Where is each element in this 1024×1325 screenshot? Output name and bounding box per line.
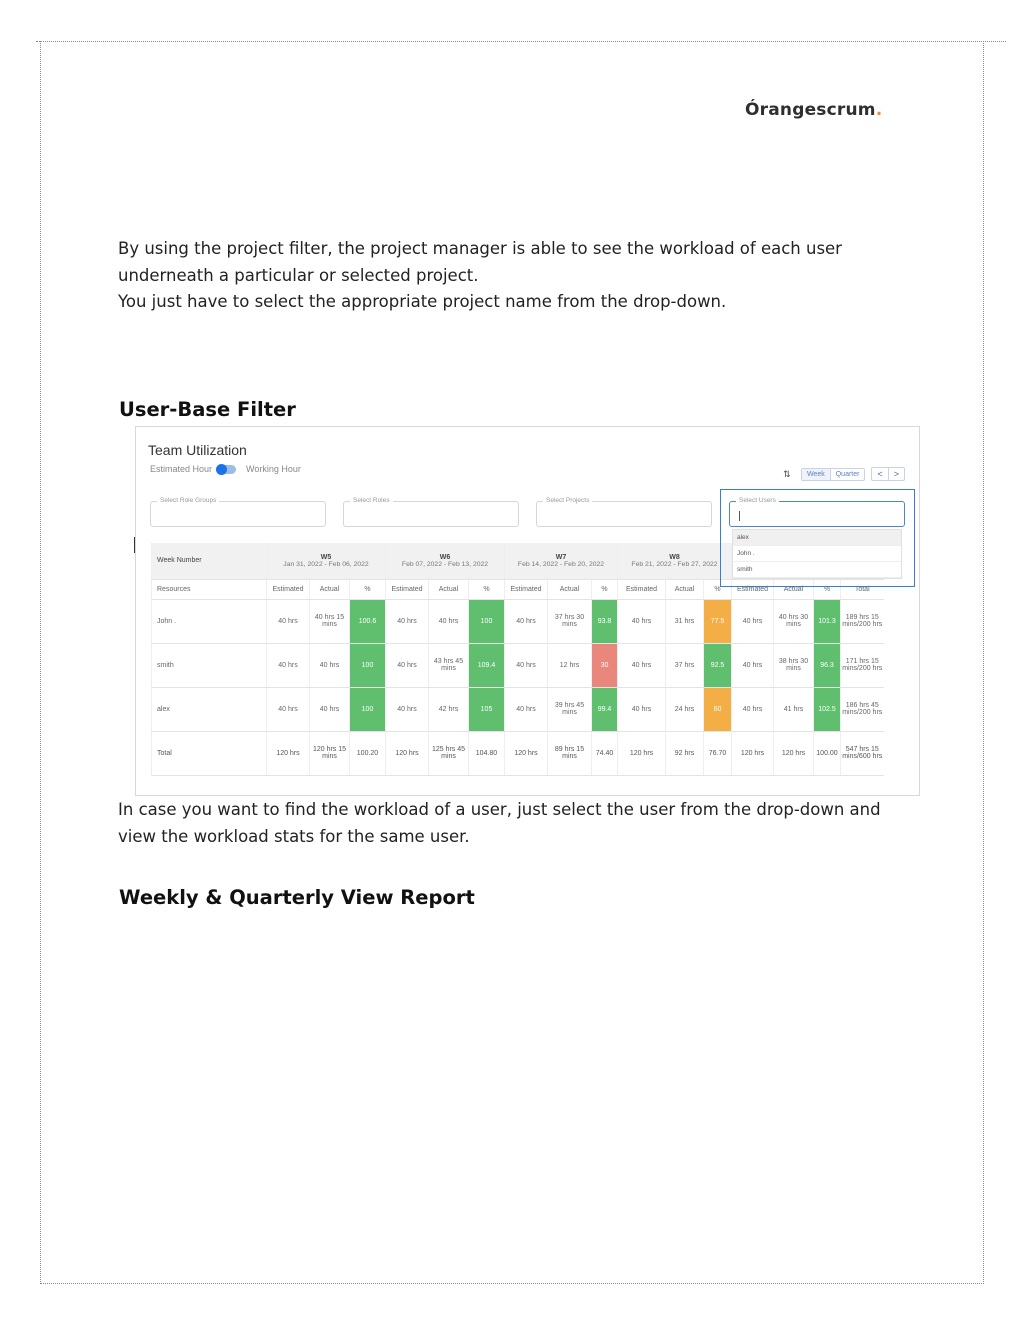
team-utilization-title: Team Utilization — [148, 442, 247, 458]
percent-cell: 99.4 — [592, 687, 618, 731]
estimated-cell: 120 hrs — [505, 731, 548, 775]
users-label: Select Users — [736, 497, 779, 504]
percent-cell: 100.6 — [350, 599, 386, 643]
hour-toggle-row — [150, 464, 301, 474]
project-filter-paragraph — [118, 236, 898, 316]
percent-cell: 100 — [350, 643, 386, 687]
column-header-row — [152, 579, 884, 599]
percent-cell: 100 — [350, 687, 386, 731]
percent-cell: 101.3 — [814, 599, 841, 643]
week-header-w5: W5 Jan 31, 2022 - Feb 06, 2022 — [267, 543, 386, 579]
col-pct: % — [592, 579, 618, 599]
resource-name: smith — [152, 643, 267, 687]
estimated-cell: 40 hrs — [386, 687, 429, 731]
actual-cell: 42 hrs — [429, 687, 469, 731]
user-filter-paragraph — [118, 797, 898, 850]
team-utilization-screenshot — [135, 426, 920, 796]
orangescrum-logo: Órangescrum. — [745, 100, 883, 120]
estimated-cell: 120 hrs — [267, 731, 310, 775]
total-cell: 186 hrs 45 mins/200 hrs — [841, 687, 884, 731]
paragraph-line: By using the project filter, the project manager is able to see the workload of each user — [118, 239, 842, 258]
actual-cell: 39 hrs 45 mins — [548, 687, 592, 731]
view-mode-segment — [801, 468, 866, 481]
estimated-cell: 40 hrs — [618, 687, 666, 731]
percent-cell: 30 — [592, 643, 618, 687]
total-row — [152, 731, 884, 775]
week-view-button[interactable]: Week — [802, 469, 831, 480]
week-header-w8: W8 Feb 21, 2022 - Feb 27, 2022 — [618, 543, 732, 579]
users-dropdown — [732, 529, 902, 579]
chevron-right-icon[interactable]: > — [893, 469, 899, 479]
col-pct: % — [350, 579, 386, 599]
col-actual: Actual — [310, 579, 350, 599]
estimated-cell: 40 hrs — [267, 643, 310, 687]
week-number-header: Week Number — [152, 543, 267, 579]
percent-cell: 93.8 — [592, 599, 618, 643]
estimated-cell: 40 hrs — [267, 599, 310, 643]
estimated-cell: 120 hrs — [732, 731, 774, 775]
actual-cell: 12 hrs — [548, 643, 592, 687]
total-cell: 171 hrs 15 mins/200 hrs — [841, 643, 884, 687]
estimated-cell: 120 hrs — [618, 731, 666, 775]
actual-cell: 92 hrs — [666, 731, 704, 775]
actual-cell: 40 hrs 15 mins — [310, 599, 350, 643]
col-actual: Actual — [429, 579, 469, 599]
roles-label: Select Roles — [350, 497, 393, 504]
col-actual: Actual — [666, 579, 704, 599]
col-pct: % — [704, 579, 732, 599]
working-hour-label: Working Hour — [246, 464, 301, 474]
roles-select[interactable] — [343, 497, 519, 527]
col-actual: Actual — [548, 579, 592, 599]
text-caret — [739, 511, 740, 521]
total-label: Total — [152, 731, 267, 775]
actual-cell: 125 hrs 45 mins — [429, 731, 469, 775]
col-estimated: Estimated — [618, 579, 666, 599]
col-estimated: Estimated — [267, 579, 310, 599]
col-estimated: Estimated — [732, 579, 774, 599]
actual-cell: 40 hrs 30 mins — [774, 599, 814, 643]
actual-cell: 40 hrs — [310, 643, 350, 687]
percent-cell: 105 — [469, 687, 505, 731]
actual-cell: 40 hrs — [310, 687, 350, 731]
estimated-cell: 120 hrs — [386, 731, 429, 775]
percent-cell: 92.5 — [704, 643, 732, 687]
projects-label: Select Projects — [543, 497, 592, 504]
dropdown-option[interactable]: smith — [733, 562, 901, 578]
hour-toggle-switch[interactable] — [216, 465, 236, 474]
resource-name: alex — [152, 687, 267, 731]
actual-cell: 24 hrs — [666, 687, 704, 731]
estimated-cell: 40 hrs — [267, 687, 310, 731]
actual-cell: 37 hrs 30 mins — [548, 599, 592, 643]
actual-cell: 41 hrs — [774, 687, 814, 731]
percent-cell: 74.40 — [592, 731, 618, 775]
percent-cell: 77.5 — [704, 599, 732, 643]
total-cell: 189 hrs 15 mins/200 hrs — [841, 599, 884, 643]
percent-cell: 76.70 — [704, 731, 732, 775]
percent-cell: 100.20 — [350, 731, 386, 775]
col-pct: % — [469, 579, 505, 599]
table-row — [152, 687, 884, 731]
table-row — [152, 599, 884, 643]
quarter-view-button[interactable]: Quarter — [835, 470, 860, 478]
col-total: Total — [841, 579, 884, 599]
user-base-filter-heading: User-Base Filter — [119, 398, 296, 421]
paragraph-line: view the workload stats for the same user. — [118, 826, 470, 846]
dropdown-option[interactable]: John . — [733, 546, 901, 562]
percent-cell: 100.00 — [814, 731, 841, 775]
resources-header: Resources — [152, 579, 267, 599]
actual-cell: 40 hrs — [429, 599, 469, 643]
users-select[interactable] — [729, 497, 905, 527]
estimated-cell: 40 hrs — [732, 643, 774, 687]
estimated-cell: 40 hrs — [732, 599, 774, 643]
weekly-quarterly-heading: Weekly & Quarterly View Report — [119, 886, 475, 909]
col-pct: % — [814, 579, 841, 599]
actual-cell: 43 hrs 45 mins — [429, 643, 469, 687]
paragraph-line: You just have to select the appropriate project name from the drop-down. — [118, 292, 727, 311]
week-header-w6: W6 Feb 07, 2022 - Feb 13, 2022 — [386, 543, 505, 579]
paragraph-line: underneath a particular or selected project. — [118, 265, 479, 285]
actual-cell: 38 hrs 30 mins — [774, 643, 814, 687]
sort-icon[interactable]: ⇅ — [783, 468, 791, 479]
col-estimated: Estimated — [505, 579, 548, 599]
percent-cell: 109.4 — [469, 643, 505, 687]
percent-cell: 60 — [704, 687, 732, 731]
estimated-cell: 40 hrs — [618, 599, 666, 643]
actual-cell: 89 hrs 15 mins — [548, 731, 592, 775]
table-body — [152, 599, 884, 775]
estimated-cell: 40 hrs — [386, 643, 429, 687]
col-actual: Actual — [774, 579, 814, 599]
estimated-cell: 40 hrs — [732, 687, 774, 731]
estimated-cell: 40 hrs — [505, 643, 548, 687]
percent-cell: 100 — [469, 599, 505, 643]
actual-cell: 120 hrs — [774, 731, 814, 775]
col-estimated: Estimated — [386, 579, 429, 599]
percent-cell: 104.80 — [469, 731, 505, 775]
role-groups-select[interactable] — [150, 497, 326, 527]
actual-cell: 120 hrs 15 mins — [310, 731, 350, 775]
paragraph-line: In case you want to find the workload of a user, just select the user from the drop-down and — [118, 800, 881, 819]
period-nav — [871, 467, 905, 481]
percent-cell: 102.5 — [814, 687, 841, 731]
chevron-left-icon[interactable]: < — [872, 468, 888, 480]
total-cell: 547 hrs 15 mins/600 hrs — [841, 731, 884, 775]
dropdown-option[interactable]: alex — [733, 530, 901, 546]
estimated-hour-label: Estimated Hour — [150, 464, 213, 474]
role-groups-label: Select Role Groups — [157, 497, 219, 504]
week-header-w7: W7 Feb 14, 2022 - Feb 20, 2022 — [505, 543, 618, 579]
actual-cell: 37 hrs — [666, 643, 704, 687]
projects-select[interactable] — [536, 497, 712, 527]
estimated-cell: 40 hrs — [386, 599, 429, 643]
estimated-cell: 40 hrs — [505, 599, 548, 643]
view-toolbar — [779, 467, 905, 481]
percent-cell: 96.3 — [814, 643, 841, 687]
actual-cell: 31 hrs — [666, 599, 704, 643]
estimated-cell: 40 hrs — [505, 687, 548, 731]
estimated-cell: 40 hrs — [618, 643, 666, 687]
table-row — [152, 643, 884, 687]
resource-name: John . — [152, 599, 267, 643]
